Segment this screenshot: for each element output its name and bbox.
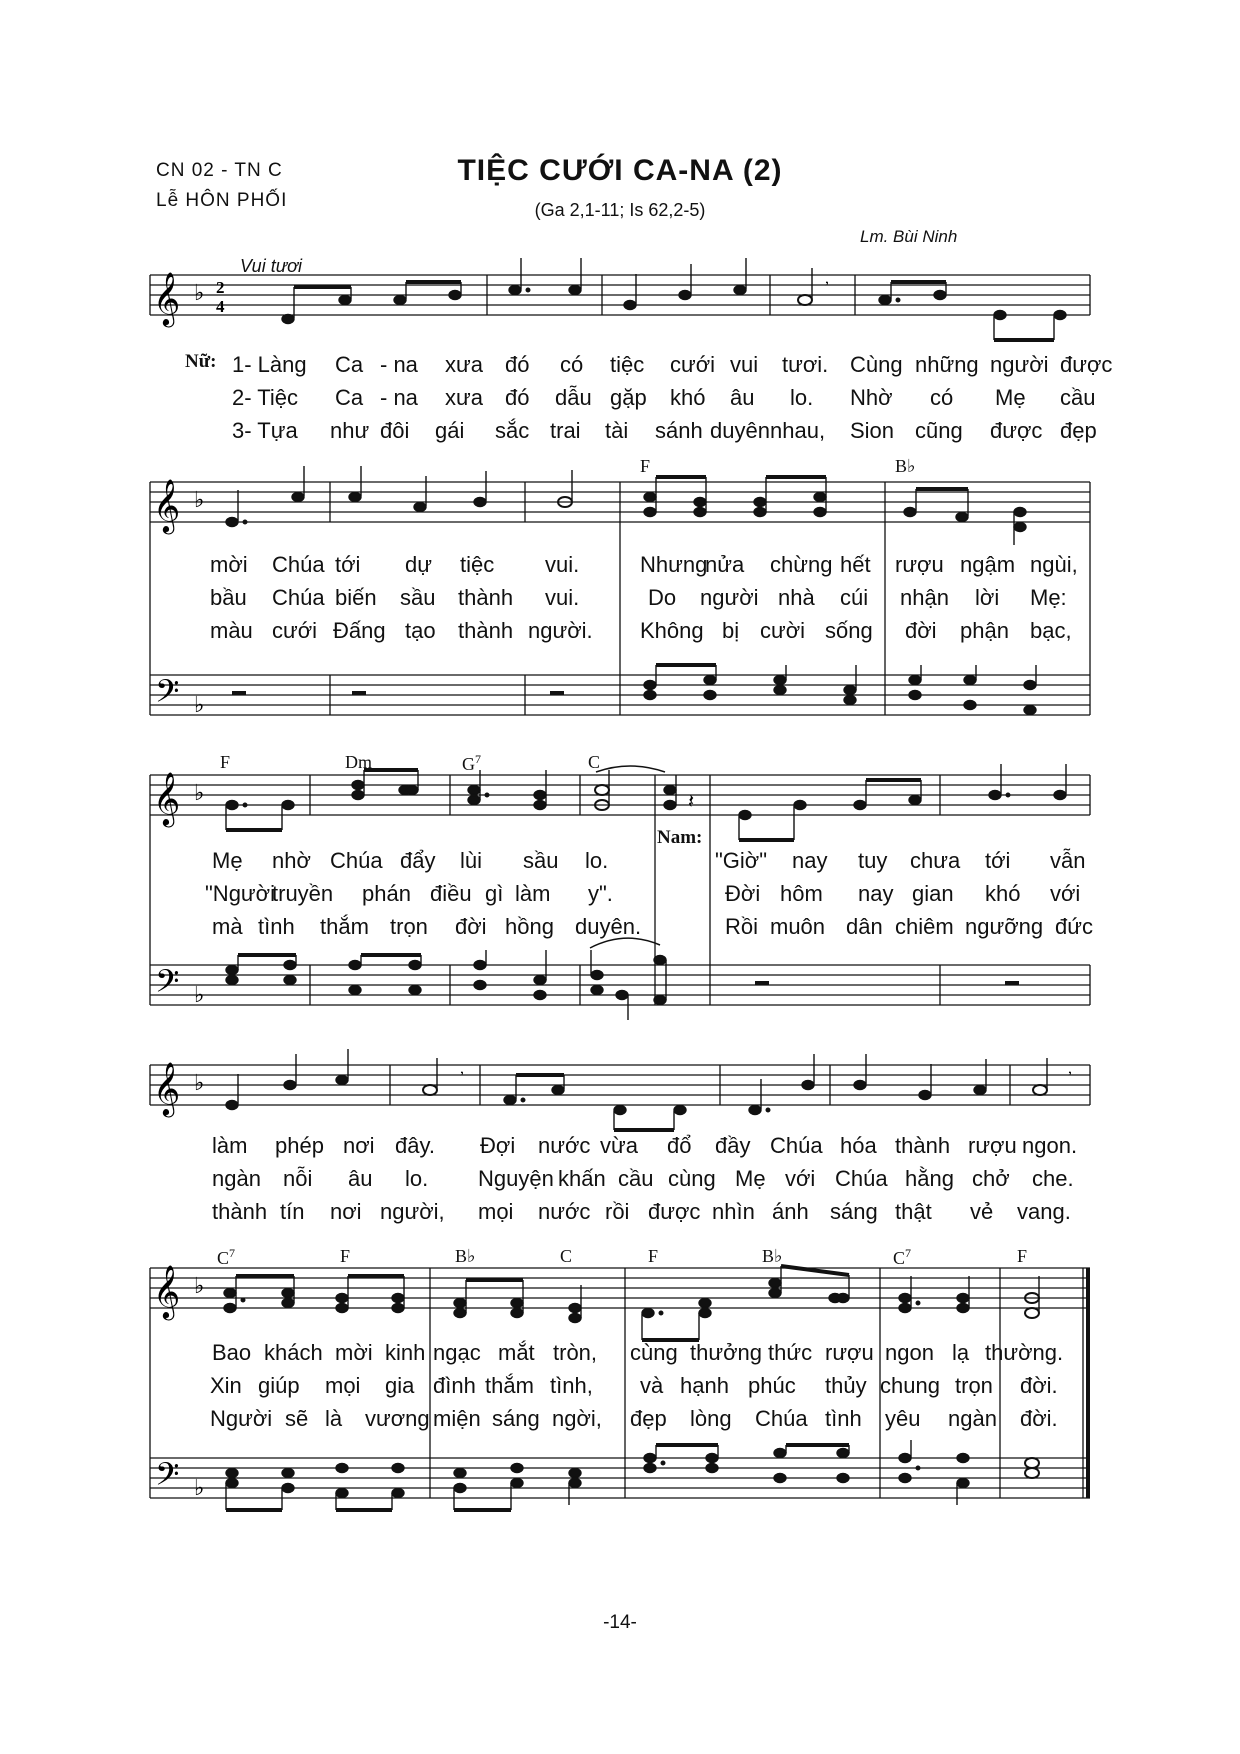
chord-symbol: F [640, 456, 651, 476]
lyric-word: sáng [830, 1199, 878, 1224]
lyric-word: bị [722, 618, 740, 643]
lyric-word: xưa [445, 385, 483, 410]
voice-label-male: Nam: [657, 827, 703, 848]
lyric-word: đẹp [1060, 418, 1097, 443]
lyric-word: điều [430, 881, 472, 906]
lyric-word: có [560, 352, 584, 377]
lyric-word: phận [960, 618, 1009, 643]
lyric-word: vui. [545, 585, 580, 610]
lyric-word: y". [588, 881, 613, 906]
lyric-word: được [648, 1199, 701, 1224]
lyric-word: tài [605, 418, 629, 443]
lyric-word: Đợi [480, 1133, 516, 1158]
lyric-word: che. [1032, 1166, 1074, 1191]
lyric-word: âu [730, 385, 755, 410]
lyric-word: Mẹ: [1030, 585, 1067, 610]
lyric-word: phán [362, 881, 411, 906]
lyric-word: cưới [272, 618, 318, 643]
lyric-word: tiệc [460, 552, 495, 577]
lyric-word: vừa [600, 1133, 638, 1158]
chord-symbol: C [560, 1246, 573, 1266]
lyric-word: trai [550, 418, 581, 443]
chord-symbol: $G^7$ [462, 752, 481, 774]
lyric-word: nhà [778, 585, 815, 610]
lyric-word: gì [485, 881, 504, 906]
chord-symbol: F [648, 1246, 659, 1266]
lyric-word: gian [912, 881, 954, 906]
lyrics-row-s5-v1 [0, 1340, 1240, 1370]
key-signature-flat-3b: ♭ [194, 983, 205, 1008]
key-signature-flat-2: ♭ [194, 488, 205, 513]
lyric-word: ngon. [1022, 1133, 1078, 1158]
lyric-word: khó [985, 881, 1021, 906]
lyric-word: đôi [380, 418, 410, 443]
lyric-word: tình [258, 914, 295, 939]
chord-symbol: Dm [345, 752, 372, 772]
lyric-word: lạ [952, 1340, 970, 1365]
lyric-word: cũng [915, 418, 963, 443]
lyric-word: hạnh [680, 1373, 729, 1398]
lyric-word: tiệc [610, 352, 645, 377]
lyric-word: thường. [985, 1340, 1064, 1365]
lyric-word: làm [212, 1133, 248, 1158]
lyric-word: kinh [385, 1340, 426, 1365]
lyric-word: Nguyện [478, 1166, 554, 1191]
melody-notes-5 [224, 1266, 1039, 1340]
lyric-word: chở [972, 1166, 1010, 1191]
lyric-word: khó [670, 385, 706, 410]
lyric-word: Người [210, 1406, 273, 1431]
lyric-word: nhờ [272, 848, 311, 873]
lyric-word: Mẹ [212, 848, 243, 873]
lyric-word: gặp [610, 385, 647, 410]
lyric-word: sắc [495, 418, 530, 443]
lyric-word: chưa [910, 848, 961, 873]
lyric-word: sánh [655, 418, 703, 443]
lyric-word: lùi [460, 848, 483, 873]
lyric-word: hóa [840, 1133, 877, 1158]
lyric-word: rượu [968, 1133, 1017, 1158]
lyric-word: được [990, 418, 1043, 443]
key-signature-flat-4: ♭ [194, 1071, 205, 1096]
lyric-word: duyên. [575, 914, 642, 939]
lyric-word: "Giờ" [715, 848, 768, 873]
lyric-word: tín [280, 1199, 305, 1224]
composer: Lm. Bùi Ninh [860, 227, 958, 246]
lyric-word: thức [768, 1340, 813, 1365]
lyric-word: cầu [618, 1166, 654, 1191]
chord-symbol: B♭ [895, 456, 916, 476]
lyric-word: Rồi [725, 914, 759, 939]
lyric-word: với [785, 1166, 816, 1191]
lyric-word: dự [405, 552, 432, 577]
lyric-word: nhận [900, 585, 949, 610]
lyric-word: được [1060, 352, 1113, 377]
chord-root: G [462, 754, 475, 774]
lyric-word: đẩy [400, 848, 436, 873]
lyric-word: Đời [725, 881, 761, 906]
lyric-word: cùng [630, 1340, 678, 1365]
lyric-word: gái [435, 418, 465, 443]
lyric-word: nơi [330, 1199, 362, 1224]
lyric-word: lời [975, 585, 1000, 610]
lyric-word: mời [210, 552, 248, 577]
lyric-word: vang. [1017, 1199, 1071, 1224]
lyric-word: sống [825, 618, 873, 643]
bass-clef-2: 𝄢 [155, 673, 180, 717]
chord-root: C [893, 1248, 906, 1268]
lyric-word: Sion [850, 418, 895, 443]
lyric-word: lo. [585, 848, 609, 873]
song-title: TIỆC CƯỚI CA-NA (2) [457, 154, 783, 187]
lyric-word: miện [433, 1406, 481, 1431]
lyric-word: mà [212, 914, 243, 939]
lyrics-row-s5-v3 [0, 1406, 1240, 1436]
lyric-word: tình, [550, 1373, 593, 1398]
lyric-word: thành [458, 618, 514, 643]
lyric-word: đức [1055, 914, 1093, 939]
lyric-word: cưới [670, 352, 716, 377]
lyric-word: truyền [272, 881, 334, 906]
lyric-word: người. [528, 618, 593, 643]
key-signature-flat-5: ♭ [194, 1274, 205, 1299]
lyric-word: tới [985, 848, 1011, 873]
lyric-word: nước [538, 1133, 591, 1158]
breath-mark-4a: , [460, 1060, 464, 1077]
lyric-word: âu [348, 1166, 373, 1191]
lyric-word: vẫn [1050, 848, 1086, 873]
chord-root: C [217, 1248, 230, 1268]
lyric-word: vui [730, 352, 759, 377]
lyric-word: khách [264, 1340, 323, 1365]
lyric-word: đình [433, 1373, 476, 1398]
lyric-word: bạc, [1030, 618, 1072, 643]
lyric-word: Xin [210, 1373, 242, 1398]
lyric-word: cúi [840, 585, 869, 610]
breath-mark-1: , [825, 270, 829, 287]
chord-symbol: $C^7$ [893, 1246, 912, 1268]
lyric-word: cười [760, 618, 806, 643]
lyric-word: Nhờ [850, 385, 893, 410]
lyric-word: ngàn [948, 1406, 997, 1431]
lyric-word: tới [335, 552, 361, 577]
lyric-word: những [915, 352, 979, 377]
lyric-word: đời [455, 914, 487, 939]
lyric-word: ngạc [433, 1340, 481, 1365]
lyric-word: đó [505, 352, 530, 377]
lyric-word: sáng [492, 1406, 540, 1431]
lyric-word: trọn [955, 1373, 993, 1398]
lyric-word: chung [880, 1373, 940, 1398]
treble-clef-5: 𝄞 [153, 1264, 181, 1318]
quarter-rest-3: 𝄽 [688, 789, 695, 813]
lyric-word: ngon [885, 1340, 934, 1365]
lyric-word: đời [905, 618, 937, 643]
lyric-word: - na [380, 352, 418, 377]
lyric-word: nơi [343, 1133, 375, 1158]
lyric-word: phép [275, 1133, 324, 1158]
chord-symbol: F [340, 1246, 351, 1266]
lyric-word: thật [895, 1199, 932, 1224]
lyric-word: "Người [205, 881, 275, 906]
lyric-word: màu [210, 618, 253, 643]
lyric-word: nỗi [283, 1166, 313, 1191]
lyric-word: tạo [405, 618, 436, 643]
lyric-word: sẽ [285, 1406, 309, 1431]
lyric-word: nửa [705, 552, 745, 577]
lyric-word: mọi [325, 1373, 361, 1398]
lyric-word: biến [335, 585, 377, 610]
lyric-word: ngàn [212, 1166, 261, 1191]
lyric-word: yêu [885, 1406, 921, 1431]
bass-clef-3: 𝄢 [155, 963, 180, 1007]
key-signature-flat-3: ♭ [194, 781, 205, 806]
lyric-word: Ca [335, 385, 364, 410]
lyric-word: Chúa [755, 1406, 808, 1431]
tempo-marking: Vui tươi [240, 256, 302, 276]
lyric-word: hết [840, 552, 871, 577]
lyric-word: chiêm [895, 914, 954, 939]
treble-clef-4: 𝄞 [153, 1061, 181, 1115]
lyric-word: Bao [212, 1340, 252, 1365]
lyric-word: Do [648, 585, 677, 610]
lyric-word: chừng [770, 552, 833, 577]
bass-notes-5 [226, 1440, 1039, 1510]
lyric-word: người [700, 585, 759, 610]
lyric-word: cùng [668, 1166, 716, 1191]
lyric-word: vẻ [970, 1199, 994, 1224]
lyric-word: thủy [825, 1373, 867, 1398]
lyric-word: thưởng [690, 1340, 762, 1365]
lyric-word: người, [380, 1199, 445, 1224]
lyric-word: Ca [335, 352, 364, 377]
lyric-word: Mẹ [735, 1166, 766, 1191]
lyrics-row-s5-v2 [0, 1373, 1240, 1403]
lyric-word: mời [335, 1340, 373, 1365]
treble-clef-2: 𝄞 [153, 478, 181, 532]
lyric-word: đây. [395, 1133, 435, 1158]
lyric-word: Chúa [330, 848, 383, 873]
lyric-word: - na [380, 385, 418, 410]
lyric-word: rượu [895, 552, 944, 577]
lyric-word: Nhưng [640, 552, 708, 577]
lyric-word: hôm [780, 881, 823, 906]
lyric-word: Chúa [770, 1133, 823, 1158]
treble-clef-1: 𝄞 [153, 271, 181, 325]
lyric-word: thành [458, 585, 514, 610]
lyric-word: ngời, [552, 1406, 602, 1431]
liturgy-category: Lễ HÔN PHỐI [156, 190, 288, 211]
voice-label-female: Nữ: [185, 351, 217, 372]
lyric-word: tươi. [782, 352, 829, 377]
lyric-word: phúc [748, 1373, 796, 1398]
lyric-word: tròn, [553, 1340, 598, 1365]
bass-clef-5: 𝄢 [155, 1456, 180, 1500]
treble-clef-3: 𝄞 [153, 771, 181, 825]
lyric-word: dẫu [555, 385, 592, 410]
lyric-word: Chúa [272, 585, 325, 610]
lyric-word: lòng [690, 1406, 732, 1431]
lyric-word: mọi [478, 1199, 514, 1224]
lyric-word: ngậm [960, 552, 1016, 577]
lyric-word: Không [640, 618, 704, 643]
lyric-word: khấn [558, 1166, 606, 1191]
lyric-word: hằng [905, 1166, 954, 1191]
lyric-word: đời. [1020, 1373, 1058, 1398]
lyric-word: nay [858, 881, 894, 906]
chord-symbol: F [220, 752, 231, 772]
page-number: -14- [603, 1612, 637, 1633]
lyric-word: ngưỡng [965, 914, 1044, 939]
lyric-word: Mẹ [995, 385, 1026, 410]
lyric-word: thành [895, 1133, 951, 1158]
chord-symbol: $C^7$ [217, 1246, 236, 1268]
lyric-word: cầu [1060, 385, 1096, 410]
lyric-word: đời. [1020, 1406, 1058, 1431]
lyric-word: ánh [772, 1199, 809, 1224]
key-signature-flat-2b: ♭ [194, 693, 205, 718]
lyric-word: ngùi, [1030, 552, 1078, 577]
breath-mark-4b: , [1068, 1060, 1072, 1077]
lyric-word: nay [792, 848, 828, 873]
lyric-word: vui. [545, 552, 580, 577]
lyric-word: giúp [258, 1373, 300, 1398]
lyric-word: xưa [445, 352, 483, 377]
lyric-word: sầu [523, 848, 559, 873]
lyric-word: thành [212, 1199, 268, 1224]
key-signature-flat-1: ♭ [194, 281, 205, 306]
lyric-word: thắm [485, 1373, 534, 1398]
chord-symbol: B♭ [455, 1246, 476, 1266]
lyric-word: đó [505, 385, 530, 410]
lyric-word: người [990, 352, 1049, 377]
scripture-reference: (Ga 2,1-11; Is 62,2-5) [534, 200, 706, 220]
lyric-word: 1- Làng [232, 352, 307, 377]
lyric-word: hồng [505, 914, 554, 939]
lyric-word: làm [515, 881, 551, 906]
lyric-word: đổ [667, 1133, 692, 1158]
lyric-word: nhìn [712, 1199, 755, 1224]
time-signature-bottom: 4 [216, 297, 225, 316]
lyric-word: Cùng [850, 352, 903, 377]
lyric-word: như [330, 418, 370, 443]
lyric-word: nhau, [770, 418, 826, 443]
key-signature-flat-5b: ♭ [194, 1476, 205, 1501]
lyric-word: rồi [605, 1199, 630, 1224]
lyric-word: mắt [498, 1340, 535, 1365]
lyric-word: tuy [858, 848, 888, 873]
chord-symbol: B♭ [762, 1246, 783, 1266]
lyric-word: vương [365, 1406, 430, 1431]
lyric-word: 3- Tựa [232, 418, 298, 443]
lyric-word: và [640, 1373, 664, 1398]
lyric-word: là [325, 1406, 343, 1431]
time-signature-top: 2 [216, 278, 225, 297]
lyric-word: có [930, 385, 954, 410]
lyric-word: tình [825, 1406, 862, 1431]
lyric-word: Chúa [272, 552, 325, 577]
lyric-word: dân [846, 914, 883, 939]
lyric-word: Chúa [835, 1166, 888, 1191]
lyric-word: nước [538, 1199, 591, 1224]
lyric-word: trọn [390, 914, 428, 939]
liturgy-sunday: CN 02 - TN C [156, 160, 283, 181]
lyric-word: muôn [770, 914, 826, 939]
lyric-word: lo. [790, 385, 814, 410]
chord-symbol: F [1017, 1246, 1028, 1266]
lyric-word: đẹp [630, 1406, 667, 1431]
lyric-word: 2- Tiệc [232, 385, 299, 410]
lyric-word: sầu [400, 585, 436, 610]
lyric-word: gia [385, 1373, 415, 1398]
lyric-word: với [1050, 881, 1081, 906]
lyric-word: rượu [825, 1340, 874, 1365]
lyric-word: lo. [405, 1166, 429, 1191]
chord-symbol: C [588, 752, 601, 772]
lyric-word: Đấng [333, 618, 386, 643]
lyric-word: duyên [710, 418, 770, 443]
lyric-word: bầu [210, 585, 247, 610]
lyric-word: thắm [320, 914, 369, 939]
lyric-word: đầy [715, 1133, 751, 1158]
